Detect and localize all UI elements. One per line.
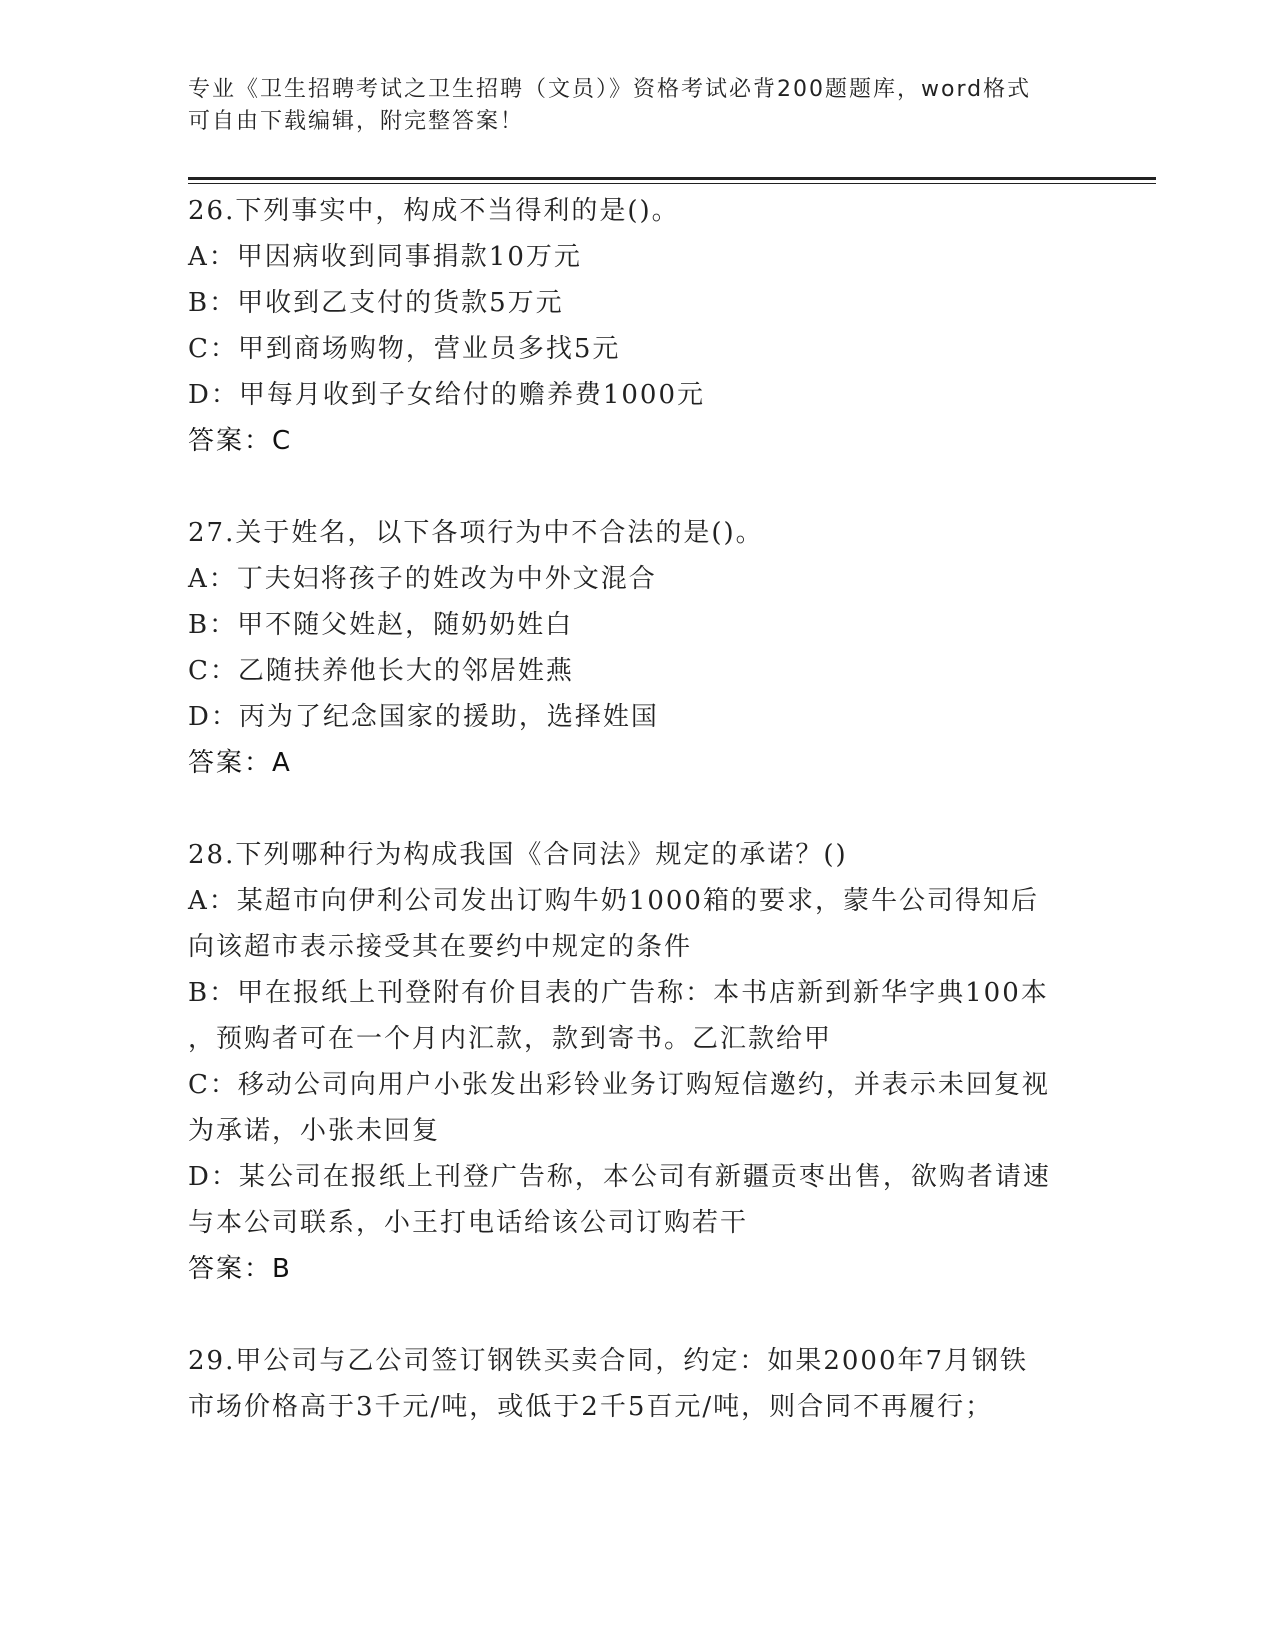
option-d-continuation: 与本公司联系，小王打电话给该公司订购若干 <box>188 1208 749 1238</box>
document-header <box>188 74 1088 138</box>
option-c: C：移动公司向用户小张发出彩铃业务订购短信邀约，并表示未回复视 <box>188 1070 1050 1100</box>
option-c: C：甲到商场购物，营业员多找5元 <box>188 334 621 364</box>
question-spacer <box>188 1292 1078 1338</box>
option-c: C：乙随扶养他长大的邻居姓燕 <box>188 656 574 686</box>
option-b-continuation: ，预购者可在一个月内汇款，款到寄书。乙汇款给甲 <box>188 1024 833 1054</box>
question-block <box>188 510 1078 786</box>
question-block <box>188 1338 1078 1430</box>
question-stem: 29.甲公司与乙公司签订钢铁买卖合同，约定：如果2000年7月钢铁 <box>188 1346 1029 1376</box>
header-line-2: 可自由下载编辑，附完整答案！ <box>188 109 525 134</box>
header-line-1: 专业《卫生招聘考试之卫生招聘（文员）》资格考试必背200题题库，word格式 <box>188 77 1032 102</box>
answer-label: 答案：C <box>188 426 293 456</box>
question-stem-continuation: 市场价格高于3千元/吨，或低于2千5百元/吨，则合同不再履行； <box>188 1392 994 1422</box>
option-c-continuation: 为承诺，小张未回复 <box>188 1116 441 1146</box>
question-stem: 28.下列哪种行为构成我国《合同法》规定的承诺？() <box>188 840 848 870</box>
question-block <box>188 832 1078 1292</box>
option-d: D：某公司在报纸上刊登广告称，本公司有新疆贡枣出售，欲购者请速 <box>188 1162 1051 1192</box>
question-block <box>188 188 1078 464</box>
answer-label: 答案：B <box>188 1254 292 1284</box>
option-a-continuation: 向该超市表示接受其在要约中规定的条件 <box>188 932 693 962</box>
question-spacer <box>188 464 1078 510</box>
option-a: A：某超市向伊利公司发出订购牛奶1000箱的要求，蒙牛公司得知后 <box>188 886 1039 916</box>
answer-label: 答案：A <box>188 748 292 778</box>
option-b: B：甲在报纸上刊登附有价目表的广告称：本书店新到新华字典100本 <box>188 978 1049 1008</box>
option-b: B：甲不随父姓赵，随奶奶姓白 <box>188 610 574 640</box>
header-divider-thick <box>188 177 1156 180</box>
question-stem: 27.关于姓名，以下各项行为中不合法的是()。 <box>188 518 764 548</box>
option-a: A：丁夫妇将孩子的姓改为中外文混合 <box>188 564 657 594</box>
question-list <box>188 188 1078 1430</box>
header-divider-thin <box>188 183 1156 184</box>
option-b: B：甲收到乙支付的货款5万元 <box>188 288 564 318</box>
option-d: D：甲每月收到子女给付的赡养费1000元 <box>188 380 706 410</box>
option-a: A：甲因病收到同事捐款10万元 <box>188 242 582 272</box>
option-d: D：丙为了纪念国家的援助，选择姓国 <box>188 702 659 732</box>
question-spacer <box>188 786 1078 832</box>
question-stem: 26.下列事实中，构成不当得利的是()。 <box>188 196 680 226</box>
